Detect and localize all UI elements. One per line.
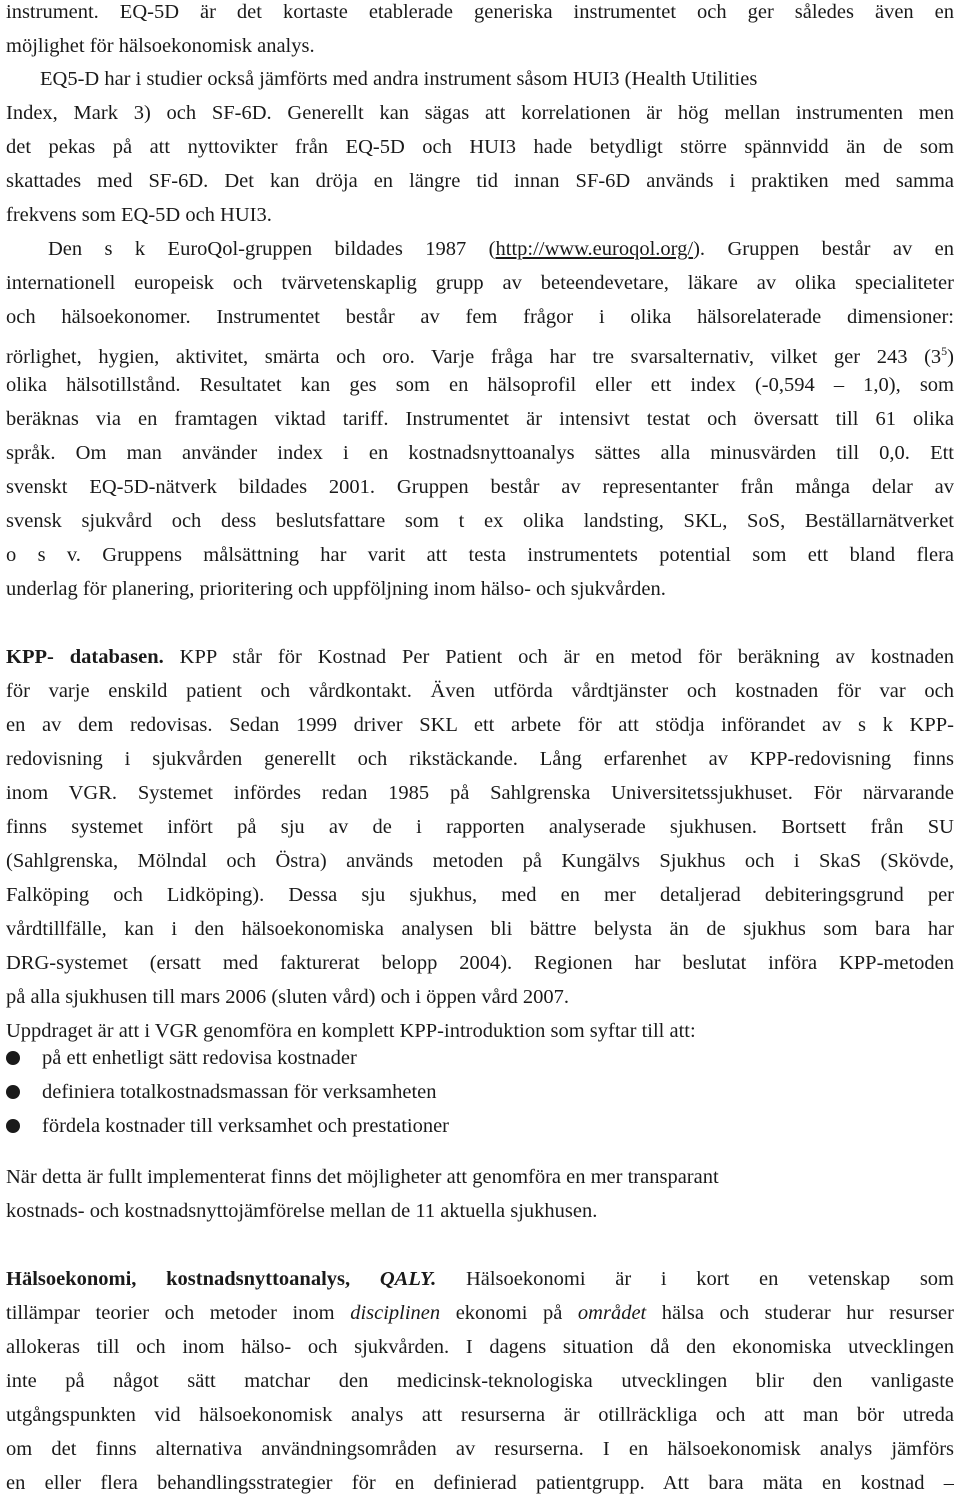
text-span: ) — [947, 345, 954, 368]
list-item: fördela kostnader till verksamhet och prestationer — [42, 1115, 450, 1137]
text-line — [6, 96, 954, 130]
text-span: rörlighet, hygien, aktivitet, smärta och oro. Varje fråga har tre svarsalternativ, vilket ger 243 (3 — [6, 345, 942, 368]
text-line: en eller flera behandlingsstrategier för en definierad patientgrupp. Att bara mäta en kostnad – — [6, 1472, 954, 1494]
text-line: instrument. EQ-5D är det kortaste etablerade generiska instrumentet och ger således även en — [6, 1, 954, 23]
text-span: området — [577, 1302, 647, 1324]
text-line: EQ5-D har i studier också jämförts med andra instrument såsom HUI3 (Health Utilities — [40, 68, 758, 90]
text-line: finns systemet infört på sju av de i rapporten analyserade sjukhusen. Bortsett från SU — [6, 816, 954, 838]
text-line: (Sahlgrenska, Mölndal och Östra) används metoden på Kungälvs Sjukhus och i SkaS (Skövde, — [6, 850, 954, 872]
text-line: om det finns alternativa användningsområden av resurserna. I en hälsoekonomisk analys jämförs — [6, 1438, 954, 1460]
text-span: ekonomi på — [440, 1302, 578, 1324]
text-line — [6, 334, 954, 368]
text-line: svenskt EQ-5D-nätverk bildades 2001. Gruppen består av representanter från många delar av — [6, 476, 954, 498]
text-line: inom VGR. Systemet infördes redan 1985 på Sahlgrenska Universitetssjukhuset. För närvarande — [6, 782, 954, 804]
text-span: skattades med SF-6D. — [6, 170, 209, 192]
text-line — [6, 640, 954, 674]
text-span: disciplinen — [350, 1302, 441, 1324]
text-span: Hälsoekonomi är i kort en vetenskap som — [436, 1268, 954, 1290]
text-line: Uppdraget är att i VGR genomföra en komplett KPP-introduktion som syftar till att: — [6, 1020, 696, 1042]
text-line: svensk sjukvård och dess beslutsfattare som t ex olika landsting, SKL, SoS, Beställarnätverket — [6, 510, 954, 532]
text-line: inte på något sätt matchar den medicinsk-teknologiska utvecklingen blir den vanligaste — [6, 1370, 954, 1392]
bullet-icon — [6, 1119, 20, 1133]
text-span: Det kan dröja en längre tid innan SF-6D används i praktiken med samma — [208, 170, 954, 192]
text-line: När detta är fullt implementerat finns det möjligheter att genomföra en mer transparant — [6, 1166, 719, 1188]
text-line: beräknas via en framtagen viktad tariff. Instrumentet är intensivt testat och översatt till 61 olika — [6, 408, 954, 430]
text-line: o s v. Gruppens målsättning har varit att testa instrumentets potential som ett bland flera — [6, 544, 954, 566]
kpp-heading: KPP- databasen. — [6, 646, 164, 668]
text-line: möjlighet för hälsoekonomisk analys. — [6, 35, 315, 57]
euroqol-link[interactable]: http://www.euroqol.org/ — [495, 238, 694, 260]
text-line — [48, 232, 954, 266]
text-line: olika hälsotillstånd. Resultatet kan ges som en hälsoprofil eller ett index (-0,594 – 1,0), som — [6, 374, 954, 396]
text-line: internationell europeisk och tvärvetenskaplig grupp av beteendevetare, läkare av olika specialiteter — [6, 272, 954, 294]
superscript: 5 — [941, 344, 948, 358]
text-line: och hälsoekonomer. Instrumentet består av fem frågor i olika hälsorelaterade dimensioner: — [6, 306, 954, 328]
text-line — [6, 1262, 954, 1296]
text-line: kostnads- och kostnadsnyttojämförelse mellan de 11 aktuella sjukhusen. — [6, 1200, 598, 1222]
text-line: en av dem redovisas. Sedan 1999 driver SKL ett arbete för att stödja införandet av s k KPP- — [6, 714, 954, 736]
text-line: underlag för planering, prioritering och uppföljning inom hälso- och sjukvården. — [6, 578, 666, 600]
text-line: vårdtillfälle, kan i den hälsoekonomiska analysen bli bättre belysta än de sjukhus som bara har — [6, 918, 954, 940]
text-line: redovisning i sjukvården generellt och rikstäckande. Lång erfarenhet av KPP-redovisning finns — [6, 748, 954, 770]
text-span: Generellt kan sägas att korrelationen är hög mellan instrumenten men — [271, 102, 954, 124]
text-line: utgångspunkten vid hälsoekonomisk analys att resurserna är otillräckliga och att man bör utreda — [6, 1404, 954, 1426]
text-line: allokeras till och inom hälso- och sjukvården. I dagens situation då den ekonomiska utvecklingen — [6, 1336, 954, 1358]
text-line: på alla sjukhusen till mars 2006 (sluten vård) och i öppen vård 2007. — [6, 986, 570, 1008]
text-span: ). Gruppen består av en — [693, 238, 954, 260]
qaly-heading: QALY. — [379, 1268, 437, 1290]
text-line: språk. Om man använder index i en kostnadsnyttoanalys sättes alla minusvärden till 0,0. Ett — [6, 442, 954, 464]
list-item: definiera totalkostnadsmassan för verksamheten — [42, 1081, 437, 1103]
text-span: KPP står för Kostnad Per Patient och är en metod för beräkning av kostnaden — [163, 646, 954, 668]
bullet-icon — [6, 1085, 20, 1099]
text-line: för varje enskild patient och vårdkontakt. Även utförda vårdtjänster och kostnaden för var och — [6, 680, 954, 702]
text-line — [6, 1296, 954, 1330]
text-span: Index, Mark 3) och SF-6D. — [6, 102, 272, 124]
text-span: Den s k EuroQol-gruppen bildades 1987 ( — [48, 238, 496, 260]
list-item: på ett enhetligt sätt redovisa kostnader — [42, 1047, 357, 1069]
halso-heading: Hälsoekonomi, kostnadsnyttoanalys, — [6, 1268, 380, 1290]
bullet-icon — [6, 1051, 20, 1065]
text-span: hälsa och studerar hur resurser — [646, 1302, 954, 1324]
text-span: tillämpar teorier och metoder inom — [6, 1302, 351, 1324]
text-line — [6, 164, 954, 198]
text-line: Falköping och Lidköping). Dessa sju sjukhus, med en mer detaljerad debiteringsgrund per — [6, 884, 954, 906]
text-line: frekvens som EQ-5D och HUI3. — [6, 204, 272, 226]
text-line: DRG-systemet (ersatt med fakturerat belopp 2004). Regionen har beslutat införa KPP-metoden — [6, 952, 954, 974]
text-line: det pekas på att nyttovikter från EQ-5D och HUI3 hade betydligt större spännvidd än de som — [6, 136, 954, 158]
